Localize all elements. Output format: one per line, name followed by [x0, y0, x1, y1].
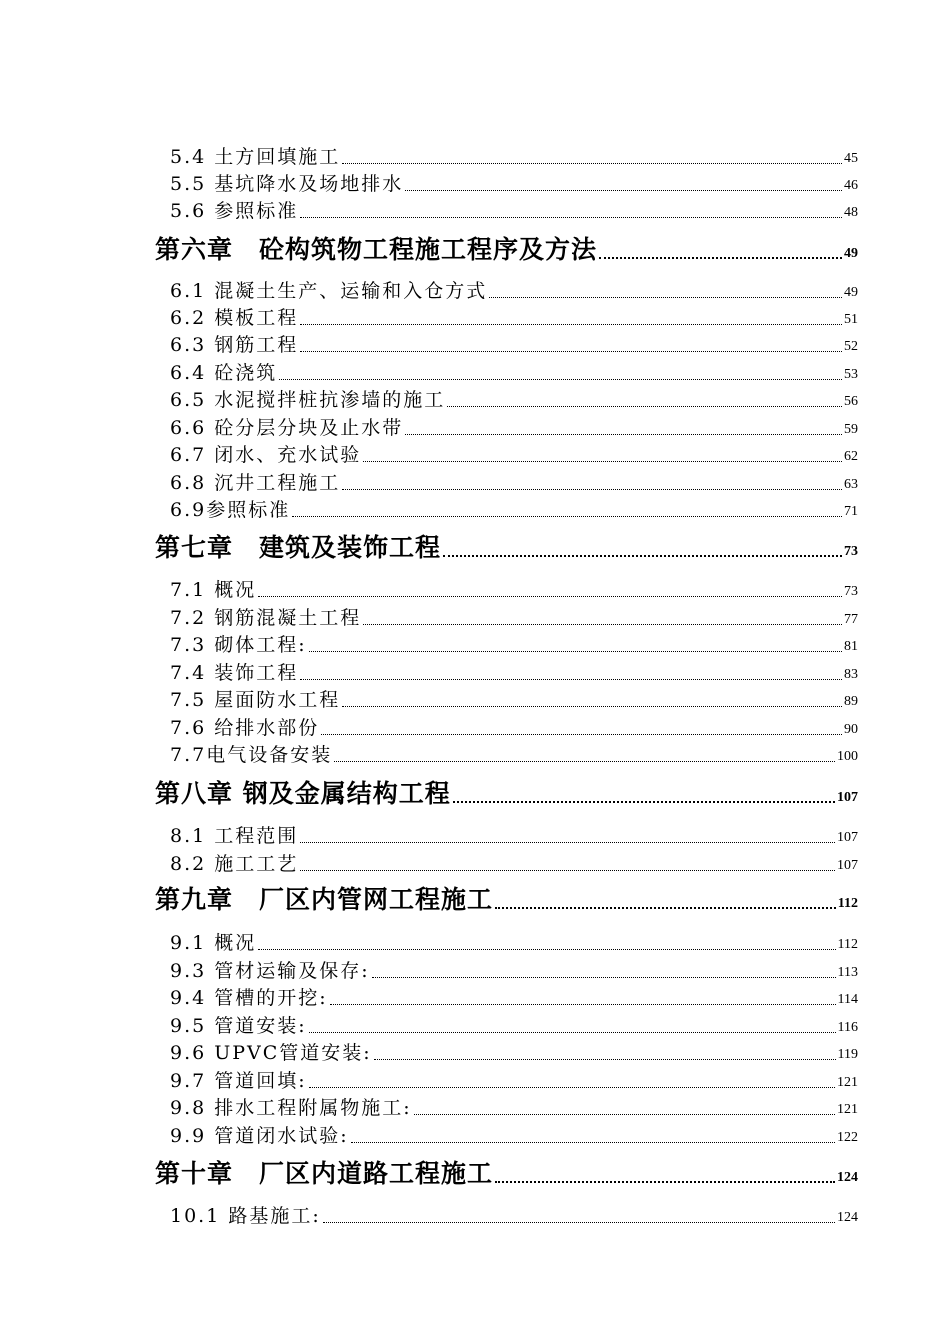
- toc-entry-7-5[interactable]: [0, 684, 950, 710]
- toc-entry-label: 9.9 管道闭水试验:: [170, 1125, 349, 1147]
- toc-entry-page: 56: [844, 394, 858, 409]
- toc-entry-label: 6.3 钢筋工程: [170, 334, 299, 356]
- dot-leader: [405, 434, 842, 435]
- toc-entry-page: 124: [837, 1210, 858, 1225]
- dot-leader: [495, 907, 836, 909]
- toc-entry-label: 9.3 管材运输及保存:: [170, 960, 370, 982]
- toc-entry-page: 52: [844, 339, 858, 354]
- toc-entry-page: 51: [844, 312, 858, 327]
- dot-leader: [351, 1142, 835, 1143]
- toc-chapter-page: 73: [844, 544, 858, 559]
- dot-leader: [342, 706, 842, 707]
- toc-entry-6-5[interactable]: [0, 384, 950, 410]
- toc-entry-label: 9.1 概况: [170, 932, 257, 954]
- toc-entry-label: 7.7电气设备安装: [170, 744, 333, 766]
- dot-leader: [599, 257, 842, 259]
- toc-entry-label: 9.5 管道安装:: [170, 1015, 307, 1037]
- toc-entry-page: 121: [837, 1075, 858, 1090]
- toc-entry-8-2[interactable]: [0, 848, 950, 874]
- toc-chapter-label: 第十章 厂区内道路工程施工: [155, 1159, 494, 1188]
- dot-leader: [363, 461, 842, 462]
- toc-entry-page: 121: [837, 1102, 858, 1117]
- toc-entry-7-7[interactable]: [0, 739, 950, 765]
- toc-entry-page: 48: [844, 205, 858, 220]
- toc-entry-page: 63: [844, 477, 858, 492]
- toc-entry-page: 62: [844, 449, 858, 464]
- toc-entry-6-7[interactable]: [0, 439, 950, 465]
- toc-entry-5-6[interactable]: [0, 195, 950, 221]
- dot-leader: [292, 516, 842, 517]
- toc-entry-page: 59: [844, 422, 858, 437]
- toc-entry-page: 113: [837, 965, 858, 980]
- toc-entry-label: 9.8 排水工程附属物施工:: [170, 1097, 412, 1119]
- toc-entry-page: 122: [837, 1130, 858, 1145]
- toc-chapter-page: 124: [837, 1170, 858, 1185]
- toc-entry-label: 9.6 UPVC管道安装:: [170, 1042, 372, 1064]
- dot-leader: [300, 842, 835, 843]
- toc-entry-9-4[interactable]: [0, 982, 950, 1008]
- dot-leader: [495, 1181, 835, 1183]
- toc-entry-label: 6.5 水泥搅拌桩抗渗墙的施工: [170, 389, 446, 411]
- dot-leader: [309, 1087, 835, 1088]
- dot-leader: [300, 351, 842, 352]
- toc-entry-page: 112: [837, 937, 858, 952]
- toc-chapter-label: 第七章 建筑及装饰工程: [155, 533, 442, 562]
- toc-entry-9-1[interactable]: [0, 927, 950, 953]
- dot-leader: [279, 379, 842, 380]
- toc-chapter-page: 107: [837, 790, 858, 805]
- toc-entry-7-6[interactable]: [0, 712, 950, 738]
- dot-leader: [258, 949, 835, 950]
- dot-leader: [323, 1222, 835, 1223]
- toc-entry-label: 9.7 管道回填:: [170, 1070, 307, 1092]
- dot-leader: [300, 217, 842, 218]
- dot-leader: [300, 870, 835, 871]
- toc-entry-label: 6.4 砼浇筑: [170, 362, 278, 384]
- toc-entry-page: 81: [844, 639, 858, 654]
- toc-entry-page: 46: [844, 178, 858, 193]
- toc-entry-label: 8.2 施工工艺: [170, 853, 299, 875]
- toc-entry-page: 114: [837, 992, 858, 1007]
- dot-leader: [453, 801, 835, 803]
- toc-entry-9-3[interactable]: [0, 955, 950, 981]
- dot-leader: [300, 324, 842, 325]
- toc-chapter-page: 112: [837, 896, 858, 911]
- toc-entry-7-3[interactable]: [0, 629, 950, 655]
- toc-entry-page: 83: [844, 667, 858, 682]
- dot-leader: [334, 761, 835, 762]
- dot-leader: [300, 679, 842, 680]
- toc-entry-page: 107: [837, 830, 858, 845]
- dot-leader: [258, 596, 842, 597]
- dot-leader: [443, 555, 842, 557]
- dot-leader: [342, 489, 842, 490]
- toc-entry-9-7[interactable]: [0, 1065, 950, 1091]
- toc-entry-page: 73: [844, 584, 858, 599]
- dot-leader: [330, 1004, 836, 1005]
- toc-entry-label: 6.1 混凝土生产、运输和入仓方式: [170, 280, 488, 302]
- toc-entry-label: 6.9参照标准: [170, 499, 291, 521]
- toc-entry-label: 8.1 工程范围: [170, 825, 299, 847]
- dot-leader: [363, 624, 842, 625]
- toc-entry-10-1[interactable]: [0, 1200, 950, 1226]
- toc-entry-6-2[interactable]: [0, 302, 950, 328]
- toc-entry-page: 100: [837, 749, 858, 764]
- dot-leader: [414, 1114, 835, 1115]
- toc-entry-page: 116: [837, 1020, 858, 1035]
- toc-entry-7-2[interactable]: [0, 602, 950, 628]
- dot-leader: [489, 297, 842, 298]
- toc-entry-label: 7.2 钢筋混凝土工程: [170, 607, 362, 629]
- toc-chapter-label: 第八章 钢及金属结构工程: [155, 779, 451, 808]
- toc-chapter-label: 第六章 砼构筑物工程施工程序及方法: [155, 235, 598, 264]
- toc-chapter-6[interactable]: [0, 228, 950, 262]
- toc-entry-6-9[interactable]: [0, 494, 950, 520]
- toc-entry-page: 49: [844, 285, 858, 300]
- toc-entry-page: 77: [844, 612, 858, 627]
- dot-leader: [309, 651, 842, 652]
- toc-entry-label: 6.6 砼分层分块及止水带: [170, 417, 404, 439]
- toc-entry-label: 6.2 模板工程: [170, 307, 299, 329]
- dot-leader: [447, 406, 842, 407]
- toc-entry-label: 7.5 屋面防水工程: [170, 689, 341, 711]
- toc-entry-label: 7.1 概况: [170, 579, 257, 601]
- toc-entry-7-1[interactable]: [0, 574, 950, 600]
- toc-entry-label: 6.7 闭水、充水试验: [170, 444, 362, 466]
- toc-entry-label: 5.6 参照标准: [170, 200, 299, 222]
- toc-entry-label: 5.4 土方回填施工: [170, 146, 341, 168]
- dot-leader: [342, 163, 842, 164]
- toc-entry-page: 71: [844, 504, 858, 519]
- toc-entry-label: 6.8 沉井工程施工: [170, 472, 341, 494]
- toc-entry-6-3[interactable]: [0, 329, 950, 355]
- toc-entry-page: 53: [844, 367, 858, 382]
- toc-entry-page: 90: [844, 722, 858, 737]
- dot-leader: [374, 1059, 836, 1060]
- toc-entry-9-9[interactable]: [0, 1120, 950, 1146]
- toc-entry-5-5[interactable]: [0, 168, 950, 194]
- toc-entry-page: 107: [837, 858, 858, 873]
- toc-chapter-9[interactable]: [0, 878, 950, 912]
- toc-chapter-8[interactable]: [0, 772, 950, 806]
- toc-entry-6-6[interactable]: [0, 412, 950, 438]
- toc-entry-label: 7.4 装饰工程: [170, 662, 299, 684]
- dot-leader: [321, 734, 842, 735]
- toc-entry-9-8[interactable]: [0, 1092, 950, 1118]
- toc-chapter-label: 第九章 厂区内管网工程施工: [155, 885, 494, 914]
- toc-entry-label: 5.5 基坑降水及场地排水: [170, 173, 404, 195]
- toc-entry-6-4[interactable]: [0, 357, 950, 383]
- toc-chapter-7[interactable]: [0, 526, 950, 560]
- toc-entry-6-1[interactable]: [0, 275, 950, 301]
- toc-entry-page: 119: [837, 1047, 858, 1062]
- toc-entry-page: 45: [844, 151, 858, 166]
- toc-entry-8-1[interactable]: [0, 820, 950, 846]
- toc-entry-7-4[interactable]: [0, 657, 950, 683]
- toc-entry-label: 9.4 管槽的开挖:: [170, 987, 328, 1009]
- toc-entry-5-4[interactable]: [0, 141, 950, 167]
- toc-chapter-page: 49: [844, 246, 858, 261]
- toc-entry-page: 89: [844, 694, 858, 709]
- dot-leader: [372, 977, 836, 978]
- toc-entry-9-5[interactable]: [0, 1010, 950, 1036]
- toc-entry-label: 7.3 砌体工程:: [170, 634, 307, 656]
- toc-entry-6-8[interactable]: [0, 467, 950, 493]
- dot-leader: [405, 190, 842, 191]
- dot-leader: [309, 1032, 836, 1033]
- toc-entry-label: 10.1 路基施工:: [170, 1205, 321, 1227]
- toc-entry-label: 7.6 给排水部份: [170, 717, 320, 739]
- toc-entry-9-6[interactable]: [0, 1037, 950, 1063]
- toc-chapter-10[interactable]: [0, 1152, 950, 1186]
